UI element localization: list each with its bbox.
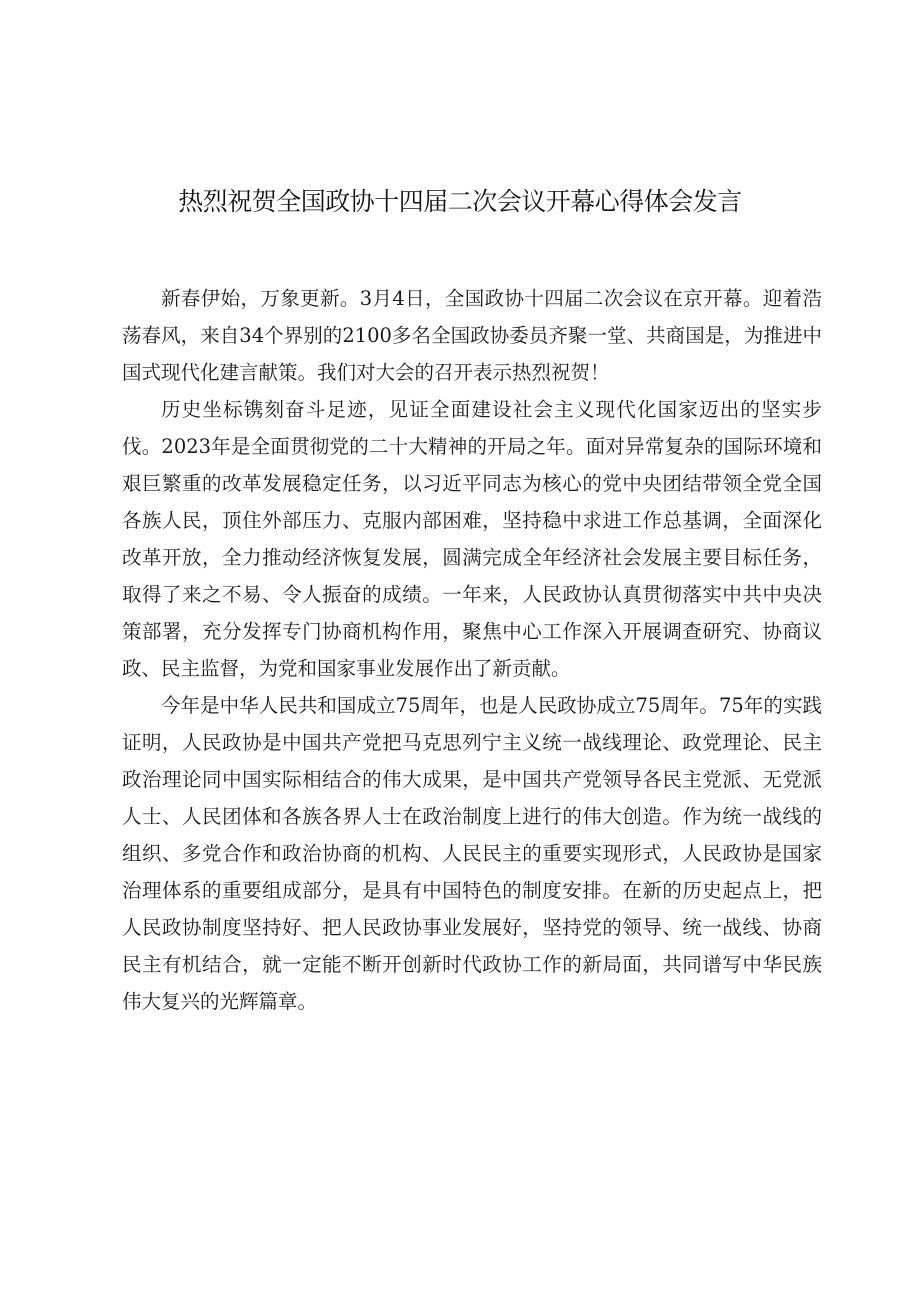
paragraph-opening: 新春伊始，万象更新。3月4日，全国政协十四届二次会议在京开幕。迎着浩荡春风，来自34个界别的2100多名全国政协委员齐聚一堂、共商国是，为推进中国式现代化建言献策。我们对大会的召开表示热烈祝贺！: [122, 287, 822, 384]
paragraph-history: 历史坐标镌刻奋斗足迹，见证全面建设社会主义现代化国家迈出的坚实步伐。2023年是全面贯彻党的二十大精神的开局之年。面对异常复杂的国际环境和艰巨繁重的改革发展稳定任务，以习近平同志为核心的党中央团结带领全党全国各族人民，顶住外部压力、克服内部困难，坚持稳中求进工作总基调，全面深化改革开放，全力推动经济恢复发展，圆满完成全年经济社会发展主要目标任务，取得了来之不易、令人振奋的成绩。一年来，人民政协认真贯彻落实中共中央决策部署，充分发挥专门协商机构作用，聚焦中心工作深入开展调查研究、协商议政、民主监督，为党和国家事业发展作出了新贡献。: [122, 398, 822, 680]
document-body: [122, 280, 822, 1020]
document-title: 热烈祝贺全国政协十四届二次会议开幕心得体会发言: [178, 187, 742, 216]
paragraph-anniversary: 今年是中华人民共和国成立75周年，也是人民政协成立75周年。75年的实践证明，人民政协是中国共产党把马克思列宁主义统一战线理论、政党理论、民主政治理论同中国实际相结合的伟大成果，是中国共产党领导各民主党派、无党派人士、人民团体和各族各界人士在政治制度上进行的伟大创造。作为统一战线的组织、多党合作和政治协商的机构、人民民主的重要实现形式，人民政协是国家治理体系的重要组成部分，是具有中国特色的制度安排。在新的历史起点上，把人民政协制度坚持好、把人民政协事业发展好，坚持党的领导、统一战线、协商民主有机结合，就一定能不断开创新时代政协工作的新局面，共同谱写中华民族伟大复兴的光辉篇章。: [122, 694, 822, 1013]
